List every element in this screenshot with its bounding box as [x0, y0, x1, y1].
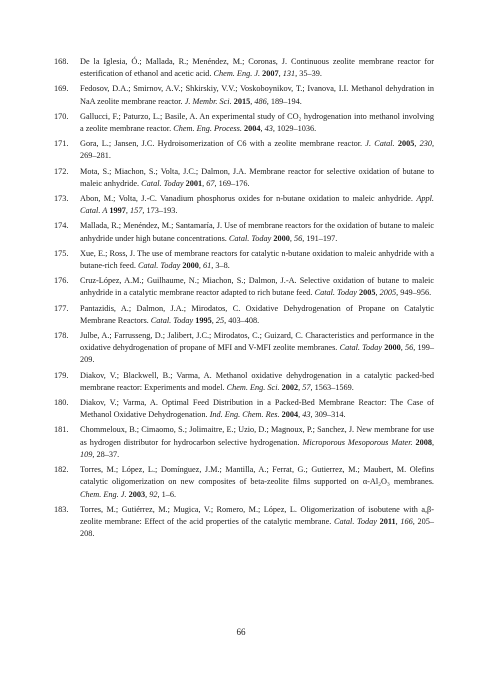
reference-volume: 230 [419, 139, 432, 149]
reference-year: 2000 [384, 343, 401, 353]
reference-volume: 92 [149, 489, 158, 499]
reference-item [54, 166, 434, 190]
reference-sep: , [375, 288, 380, 298]
reference-journal: J. Catal. [365, 139, 395, 149]
reference-pages: , 403–408. [224, 315, 260, 325]
reference-number: 172. [54, 166, 69, 176]
reference-body: Fedosov, D.A.; Smirnov, A.V.; Shkirskiy, V.V.; Voskoboynikov, T.; Ivanova, I.I. Methanol dehydration in NaA zeolite membrane reactor. [80, 84, 434, 106]
reference-number: 176. [54, 276, 69, 286]
reference-number: 169. [54, 84, 69, 94]
reference-year: 2001 [185, 178, 203, 188]
reference-pages: , 1–6. [157, 489, 177, 499]
reference-number: 180. [54, 398, 69, 408]
reference-body: Chommeloux, B.; Cimaomo, S.; Jolimaitre, E.; Uzio, D.; Magnoux, P.; Sanchez, J. New membrane for use as hydrogen distributor for hydrocarbon selective hydrogenation. [80, 425, 434, 447]
reference-pages: , 35–39. [295, 69, 322, 79]
reference-sep: , [400, 343, 405, 353]
reference-pages: , 949–956. [396, 288, 432, 298]
reference-number: 173. [54, 194, 69, 204]
reference-pages: , 205–208. [80, 516, 435, 539]
reference-sep: , [202, 178, 207, 188]
reference-year: 2008 [415, 437, 432, 447]
reference-number: 183. [54, 504, 69, 514]
reference-sep: , [431, 437, 435, 447]
reference-year: 2004 [243, 124, 261, 134]
reference-body: Xue, E.; Ross, J. The use of membrane reactors for catalytic n-butane oxidation to maleic anhydride with a butane-rich feed. [80, 248, 434, 271]
reference-volume: 43 [264, 124, 273, 134]
reference-year: 2000 [273, 233, 290, 243]
reference-journal: Appl. Catal. A [80, 194, 434, 216]
reference-sep: , [298, 382, 303, 392]
reference-number: 178. [54, 331, 69, 341]
reference-body: Gora, L.; Jansen, J.C. Hydroisomerization of C6 with a zeolite membrane reactor. [80, 139, 366, 149]
reference-volume: 57 [302, 382, 311, 392]
reference-sep: , [395, 516, 401, 526]
reference-year: 2007 [262, 69, 279, 79]
reference-body: Torres, M.; Gutiérrez, M.; Mugica, V.; Romero, M.; López, L. Oligomerization of isobutene with a,β-zeolite membrane: Effect of the acid properties of the catalytic membrane. [80, 504, 434, 526]
reference-number: 182. [54, 465, 69, 475]
reference-item [54, 303, 434, 327]
reference-item [54, 424, 434, 461]
reference-sep: , [125, 206, 131, 216]
reference-sep: , [278, 69, 283, 79]
reference-year: 2002 [281, 382, 299, 392]
reference-year: 2000 [182, 261, 199, 271]
reference-year: 2015 [233, 96, 251, 106]
page-number: 66 [236, 627, 246, 637]
reference-pages: , 309–314. [310, 410, 346, 420]
reference-year: 2004 [281, 410, 299, 420]
reference-pages: , 269–281. [80, 139, 435, 161]
reference-item [54, 330, 434, 367]
reference-journal: Chem. Eng. Process. [173, 124, 242, 134]
reference-year: 2005 [397, 139, 415, 149]
reference-journal: Ind. Eng. Chem. Res. [209, 410, 280, 420]
reference-number: 177. [54, 303, 69, 313]
reference-year: 1995 [195, 315, 212, 325]
reference-volume: 131 [282, 69, 296, 79]
reference-journal: Catal. Today [150, 315, 194, 325]
reference-item [54, 83, 434, 107]
reference-journal: Catal. Today [137, 261, 181, 271]
reference-list [54, 56, 434, 543]
reference-volume: 56 [293, 233, 303, 243]
reference-pages: , 169–176. [214, 178, 250, 188]
reference-number: 168. [54, 57, 69, 66]
reference-body: Julbe, A.; Farrusseng, D.; Jalibert, J.C.; Mirodatos, C.; Guizard, C. Characteristics and performance in the oxidative dehydrogenation of propane of MFI and V-MFI zeolite membranes. [80, 331, 434, 353]
reference-item [54, 56, 434, 80]
reference-volume: 67 [206, 178, 215, 188]
reference-journal: Chem. Eng. Sci. [226, 382, 280, 392]
reference-item [54, 248, 434, 272]
reference-body: Torres, M.; López, L.; Domínguez, J.M.; Mantilla, A.; Ferrat, G.; Gutierrez, M.; Maubert, M. Olefins catalytic oligomerization on new composites of beta-zeolite films supported on α-Al₂O₃ membranes. [80, 465, 434, 487]
reference-sep: , [298, 410, 303, 420]
reference-volume: 56 [405, 343, 414, 353]
reference-journal: Catal. Today [314, 288, 357, 298]
reference-sep: , [414, 139, 420, 149]
reference-item [54, 138, 434, 162]
reference-sep: , [289, 233, 294, 243]
reference-journal: Catal. Today [333, 516, 377, 526]
reference-year: 2003 [128, 489, 146, 499]
reference-item [54, 193, 434, 217]
reference-volume: 486 [254, 96, 267, 106]
reference-pages: , 189–194. [266, 96, 302, 106]
reference-pages: , 1029–1036. [272, 124, 317, 134]
reference-sep: , [145, 489, 150, 499]
reference-journal: Chem. Eng. J. [80, 489, 127, 499]
reference-year: 2011 [379, 516, 396, 526]
reference-body: Diakov, V.; Blackwell, B.; Varma, A. Methanol oxidative dehydrogenation in a catalytic packed-bed membrane reactor: Experiments and model. [80, 370, 434, 392]
reference-pages: , 1563–1569. [310, 382, 354, 392]
reference-item [54, 397, 434, 421]
reference-sep: , [198, 261, 203, 271]
reference-sep: , [260, 124, 265, 134]
reference-journal: Catal. Today [228, 233, 272, 243]
reference-item [54, 370, 434, 394]
reference-year: 1997 [109, 206, 126, 216]
reference-number: 170. [54, 111, 69, 121]
reference-journal: Microporous Mesoporous Mater. [302, 437, 413, 447]
reference-volume: 109 [80, 449, 93, 459]
reference-number: 179. [54, 370, 69, 380]
reference-item [54, 220, 434, 244]
reference-body: Cruz-López, A.M.; Guilhaume, N.; Miachon, S.; Dalmon, J.-A. Selective oxidation of butane to maleic anhydride in a catalytic membrane reactor adapted to rich butane feed. [80, 276, 434, 298]
reference-pages: , 173–193. [142, 206, 178, 216]
reference-number: 174. [54, 221, 69, 231]
reference-pages: , 191–197. [302, 233, 338, 243]
reference-body: De la Iglesia, Ó.; Mallada, R.; Menéndez, M.; Coronas, J. Continuous zeolite membrane reactor for esterification of ethanol and acetic acid. [80, 57, 434, 79]
reference-journal: Catal. Today [141, 178, 184, 188]
reference-volume: 157 [130, 206, 143, 216]
reference-body: Abon, M.; Volta, J.-C. Vanadium phosphorus oxides for n-butane oxidation to maleic anhydride. [80, 194, 417, 204]
reference-journal: J. Membr. Sci. [184, 96, 232, 106]
reference-pages: , 28–37. [92, 449, 120, 459]
reference-pages: , 3–8. [211, 261, 230, 271]
reference-volume: 2005 [379, 288, 397, 298]
reference-body: Mota, S.; Miachon, S.; Volta, J.C.; Dalmon, J.A. Membrane reactor for selective oxidation of butane to maleic anhydride. [80, 166, 434, 188]
reference-item [54, 111, 434, 135]
reference-body: Mallada, R.; Menéndez, M.; Santamaría, J. Use of membrane reactors for the oxidation of butane to maleic anhydride under high butane concentrations. [80, 221, 434, 243]
reference-year: 2005 [358, 288, 376, 298]
reference-pages: , 199–209. [80, 343, 435, 365]
reference-volume: 61 [202, 261, 212, 271]
reference-body: Diakov, V.; Varma, A. Optimal Feed Distribution in a Packed-Bed Membrane Reactor: The Case of Methanol Oxidative Dehydrogenation. [80, 398, 434, 420]
reference-body: Gallucci, F.; Paturzo, L.; Basile, A. An experimental study of CO₂ hydrogenation into methanol involving a zeolite membrane reactor. [80, 111, 434, 134]
reference-item [54, 464, 434, 501]
reference-sep: , [211, 315, 216, 325]
reference-item [54, 275, 434, 299]
reference-number: 181. [54, 425, 69, 435]
reference-sep: , [250, 96, 255, 106]
reference-volume: 25 [215, 315, 225, 325]
reference-journal: Chem. Eng. J. [213, 69, 261, 79]
reference-number: 171. [54, 139, 69, 149]
reference-item [54, 504, 434, 541]
reference-journal: Catal. Today [339, 343, 383, 353]
reference-volume: 166 [400, 516, 413, 526]
reference-volume: 43 [302, 410, 311, 420]
reference-number: 175. [54, 248, 69, 258]
reference-body: Pantazidis, A.; Dalmon, J.A.; Mirodatos, C. Oxidative Dehydrogenation of Propane on Catalytic Membrane Reactors. [80, 303, 434, 325]
